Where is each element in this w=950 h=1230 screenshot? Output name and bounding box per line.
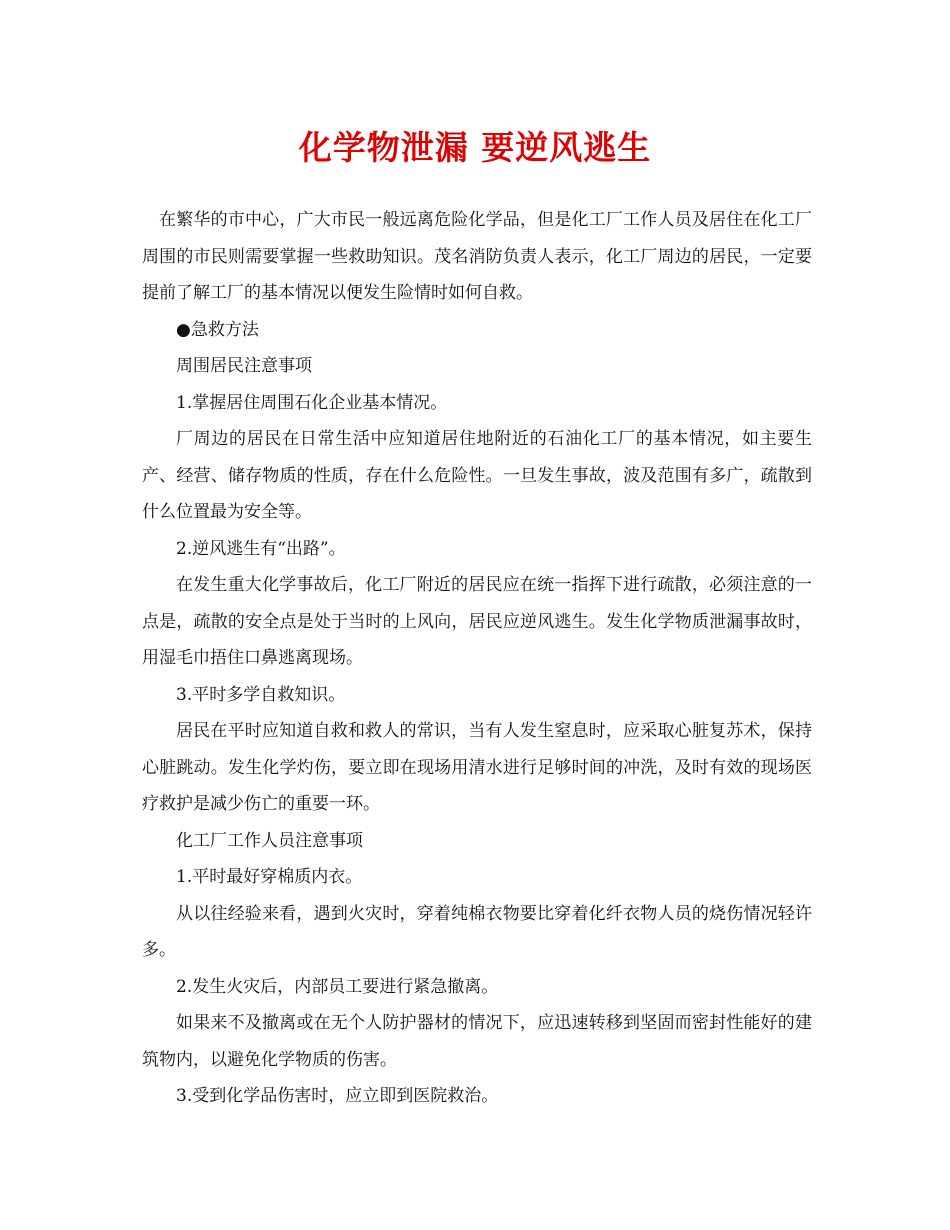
item-heading: 3.受到化学品伤害时，应立即到医院救治。 <box>176 1086 499 1106</box>
section-heading-first-aid: ●急救方法 <box>176 319 259 340</box>
page-title: 化学物泄漏 要逆风逃生 <box>298 128 652 167</box>
body-paragraph: 居民在平时应知道自救和救人的常识，当有人发生窒息时，应采取心脏复苏术，保持心脏跳动。发生化学灼伤，要立即在现场用清水进行足够时间的冲洗，及时有效的现场医疗救护是减少伤亡的重要一环。 <box>142 721 812 814</box>
item-heading: 2.发生火灾后，内部员工要进行紧急撤离。 <box>176 976 499 997</box>
body-paragraph: 如果来不及撤离或在无个人防护器材的情况下，应迅速转移到坚固而密封性能好的建筑物内，以避免化学物质的伤害。 <box>142 1013 812 1070</box>
item-heading: 1.平时最好穿棉质内衣。 <box>176 867 363 887</box>
item-heading: 3.平时多学自救知识。 <box>176 684 346 705</box>
item-heading: 2.逆风逃生有“出路”。 <box>176 538 346 559</box>
body-paragraph: 从以往经验来看，遇到火灾时，穿着纯棉衣物要比穿着化纤衣物人员的烧伤情况轻许多。 <box>142 903 812 960</box>
body-paragraph: 在发生重大化学事故后，化工厂附近的居民应在统一指挥下进行疏散，必须注意的一点是，疏散的安全点是处于当时的上风向，居民应逆风逃生。发生化学物质泄漏事故时，用湿毛巾捂住口鼻逃离现场。 <box>142 575 812 668</box>
article-body <box>142 202 812 1115</box>
subheading-workers: 化工厂工作人员注意事项 <box>176 830 363 851</box>
intro-paragraph: 在繁华的市中心，广大市民一般远离危险化学品，但是化工厂工作人员及居住在化工厂周围的市民则需要掌握一些救助知识。茂名消防负责人表示，化工厂周边的居民，一定要提前了解工厂的基本情况以便发生险情时如何自救。 <box>142 210 812 303</box>
subheading-residents: 周围居民注意事项 <box>176 356 312 376</box>
body-paragraph: 厂周边的居民在日常生活中应知道居住地附近的石油化工厂的基本情况，如主要生产、经营、储存物质的性质，存在什么危险性。一旦发生事故，波及范围有多广，疏散到什么位置最为安全等。 <box>142 429 812 522</box>
item-heading: 1.掌握居住周围石化企业基本情况。 <box>176 392 448 413</box>
